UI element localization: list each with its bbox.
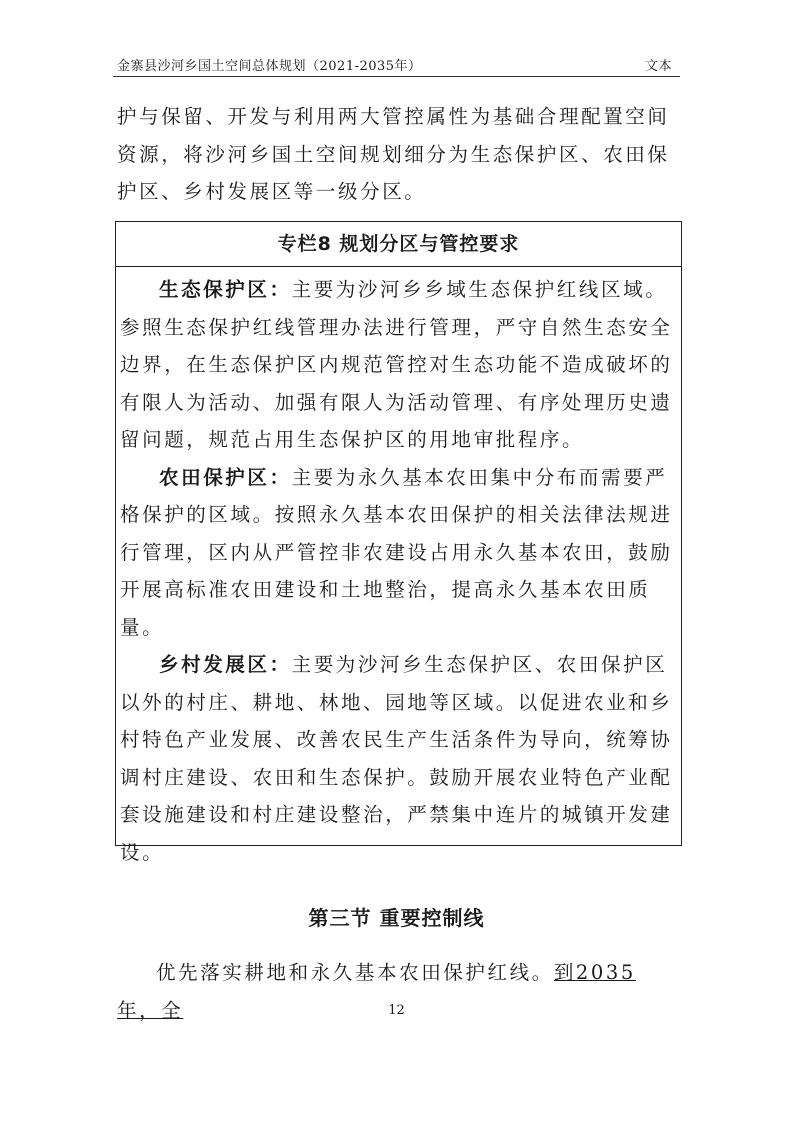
zone-paragraph-farmland [120, 459, 675, 647]
running-header [113, 53, 680, 75]
zone-term: 乡村发展区： [159, 653, 292, 676]
zone-term: 生态保护区： [159, 278, 292, 301]
zone-description: 主要为沙河乡乡域生态保护红线区域。参照生态保护红线管理办法进行管理，严守自然生态安全边界，在生态保护区内规范管控对生态功能不造成破坏的有限人为活动、加强有限人为活动管理、有序处理历史遗留问题，规范占用生态保护区的用地审批程序。 [120, 278, 673, 451]
zone-description: 主要为永久基本农田集中分布而需要严格保护的区域。按照永久基本农田保护的相关法律法规进行管理，区内从严管控非农建设占用永久基本农田，鼓励开展高标准农田建设和土地整治，提高永久基本农田质量。 [120, 465, 673, 639]
page-number: 12 [388, 1003, 405, 1018]
header-document-title: 金寨县沙河乡国土空间总体规划（2021-2035年） [117, 59, 422, 74]
zone-description: 主要为沙河乡生态保护区、农田保护区以外的村庄、耕地、林地、园地等区域。以促进农业和乡村特色产业发展、改善农民生产生活条件为导向，统筹协调村庄建设、农田和生态保护。鼓励开展农业特色产业配套设施建设和村庄建设整治，严禁集中连片的城镇开发建设。 [120, 653, 673, 864]
intro-paragraph: 护与保留、开发与利用两大管控属性为基础合理配置空间资源，将沙河乡国土空间规划细分为生态保护区、农田保护区、乡村发展区等一级分区。 [117, 105, 670, 203]
box-title: 专栏8 规划分区与管控要求 [116, 222, 681, 267]
zone-paragraph-rural [120, 646, 675, 871]
zone-term: 农田保护区： [159, 465, 292, 489]
box-body [116, 267, 681, 871]
column-box [115, 221, 682, 864]
underlined-text: 到2035年，全 [117, 961, 636, 1022]
section-heading: 第三节 重要控制线 [308, 906, 485, 930]
paragraph-text: 优先落实耕地和永久基本农田保护红线。 [156, 961, 554, 984]
header-section-label: 文本 [644, 59, 672, 74]
zone-paragraph-ecological [120, 271, 675, 459]
header-divider [113, 76, 680, 77]
